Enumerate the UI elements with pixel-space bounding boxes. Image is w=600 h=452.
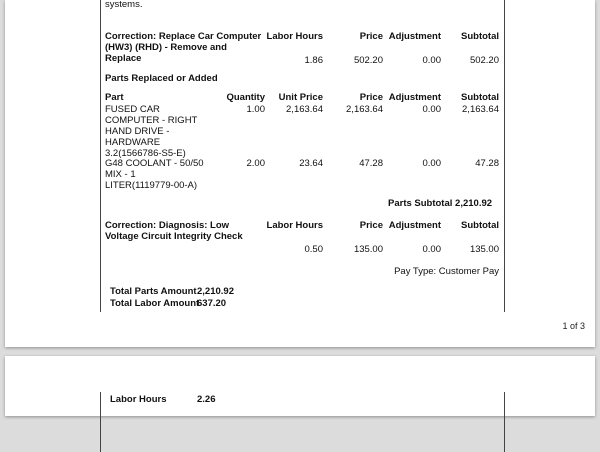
total-labor-label: Total Labor Amount: [110, 298, 200, 309]
document-page-2: [5, 356, 595, 416]
correction-2-price: 135.00: [353, 244, 383, 255]
total-parts-label: Total Parts Amount: [110, 286, 197, 297]
part-2-unit-price: 23.64: [299, 158, 323, 169]
parts-header-price: Price: [359, 92, 383, 103]
part-2-description: G48 COOLANT - 50/50 MIX - 1 LITER(1119779-00-A): [105, 158, 204, 191]
correction-1-header-subtotal: Subtotal: [461, 31, 499, 42]
correction-2-subtotal: 135.00: [469, 244, 499, 255]
correction-1-subtotal: 502.20: [469, 55, 499, 66]
parts-header-subtotal: Subtotal: [461, 92, 499, 103]
page-2-left-border-line: [100, 392, 101, 452]
pay-type: Pay Type: Customer Pay: [394, 266, 499, 277]
part-1-unit-price: 2,163.64: [286, 104, 323, 115]
previous-text-fragment: systems.: [105, 0, 143, 10]
total-labor-value: 637.20: [197, 298, 227, 309]
correction-2-header-adjustment: Adjustment: [388, 220, 441, 231]
correction-1-price: 502.20: [353, 55, 383, 66]
document-page-1: [5, 0, 595, 347]
part-2-quantity: 2.00: [246, 158, 265, 169]
correction-2-title: Correction: Diagnosis: Low Voltage Circuit Integrity Check: [105, 220, 243, 242]
invoice-content: [105, 0, 502, 312]
part-1-adjustment: 0.00: [422, 104, 441, 115]
correction-2-header-subtotal: Subtotal: [461, 220, 499, 231]
part-1-description: FUSED CAR COMPUTER - RIGHT HAND DRIVE - HARDWARE 3.2(1566786-S5-E): [105, 104, 198, 159]
parts-section-heading: Parts Replaced or Added: [105, 73, 218, 84]
right-border-line: [504, 0, 505, 312]
page-2-labor-hours-value: 2.26: [197, 394, 216, 405]
part-1-quantity: 1.00: [246, 104, 265, 115]
parts-header-unit-price: Unit Price: [278, 92, 323, 103]
correction-2-header-labor-hours: Labor Hours: [266, 220, 323, 231]
parts-header-quantity: Quantity: [226, 92, 265, 103]
correction-1-labor-hours: 1.86: [304, 55, 323, 66]
part-1-subtotal: 2,163.64: [462, 104, 499, 115]
page-2-right-border-line: [504, 392, 505, 452]
correction-2-header-price: Price: [359, 220, 383, 231]
parts-header-part: Part: [105, 92, 124, 103]
correction-1-header-adjustment: Adjustment: [388, 31, 441, 42]
correction-2-labor-hours: 0.50: [304, 244, 323, 255]
page-2-labor-hours-label: Labor Hours: [110, 394, 167, 405]
left-border-line: [100, 0, 101, 312]
correction-2-adjustment: 0.00: [422, 244, 441, 255]
correction-1-header-price: Price: [359, 31, 383, 42]
parts-subtotal-label: Parts Subtotal: [388, 198, 453, 209]
page-number: 1 of 3: [562, 321, 585, 331]
part-1-price: 2,163.64: [346, 104, 383, 115]
correction-1-header-labor-hours: Labor Hours: [266, 31, 323, 42]
correction-1-adjustment: 0.00: [422, 55, 441, 66]
part-2-subtotal: 47.28: [475, 158, 499, 169]
parts-header-adjustment: Adjustment: [388, 92, 441, 103]
parts-subtotal: [388, 198, 492, 209]
part-2-price: 47.28: [359, 158, 383, 169]
correction-1-title: Correction: Replace Car Computer (HW3) (RHD) - Remove and Replace: [105, 31, 262, 64]
total-parts-value: 2,210.92: [197, 286, 234, 297]
part-2-adjustment: 0.00: [422, 158, 441, 169]
parts-subtotal-value: 2,210.92: [455, 198, 493, 209]
